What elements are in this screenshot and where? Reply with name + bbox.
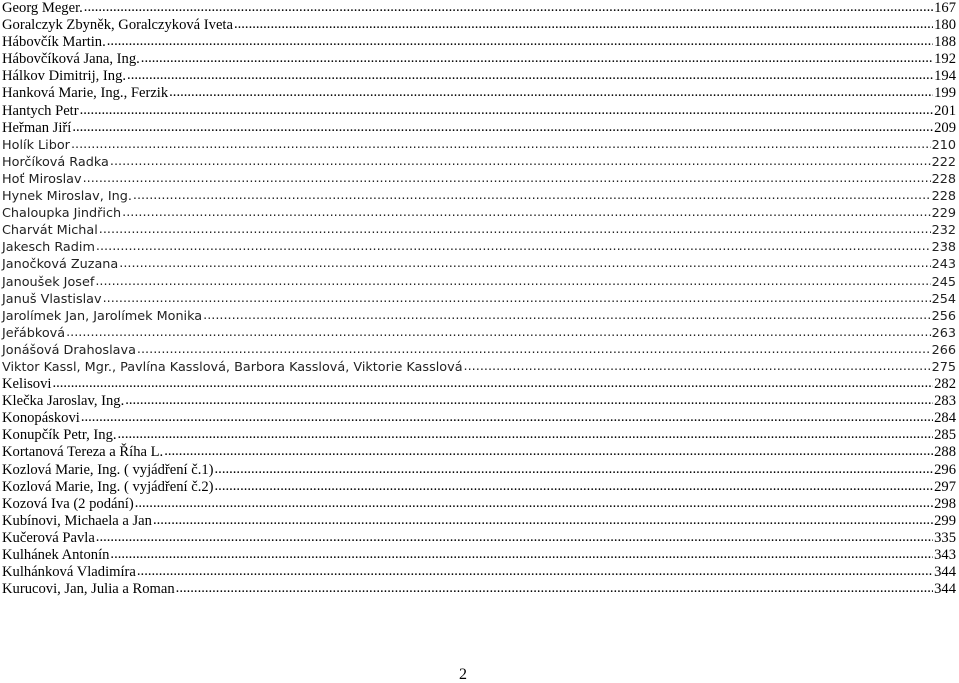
dot-leader — [83, 170, 931, 187]
toc-entry-name: Viktor Kassl, Mgr., Pavlína Kasslová, Barbora Kasslová, Viktorie Kasslová — [2, 359, 463, 375]
toc-entry-name: Hábovčík Martin. — [2, 34, 106, 51]
dot-leader — [118, 426, 934, 443]
toc-entry-page: 238 — [931, 240, 956, 256]
toc-entry-page: 296 — [934, 461, 956, 478]
toc-entry-page: 201 — [934, 102, 956, 119]
toc-entry-name: Janoušek Josef — [2, 274, 95, 290]
toc-entry-page: 245 — [931, 274, 956, 290]
toc-entry[interactable] — [2, 85, 956, 102]
dot-leader — [164, 443, 933, 460]
dot-leader — [122, 204, 930, 221]
toc-entry[interactable] — [2, 342, 956, 359]
dot-leader — [71, 136, 931, 153]
toc-entry[interactable] — [2, 325, 956, 342]
dot-leader — [135, 495, 933, 512]
toc-entry-page: 275 — [931, 359, 956, 375]
toc-entry-name: Janočková Zuzana — [2, 257, 119, 273]
toc-entry-name: Hantych Petr — [2, 102, 79, 119]
toc-entry-page: 180 — [934, 17, 956, 34]
dot-leader — [84, 0, 933, 16]
toc-entry-name: Jarolímek Jan, Jarolímek Monika — [2, 308, 203, 324]
toc-entry[interactable] — [2, 291, 956, 308]
toc-entry-page: 299 — [934, 512, 956, 529]
toc-entry-page: 263 — [931, 325, 956, 341]
toc-entry-page: 285 — [934, 427, 956, 444]
dot-leader — [103, 290, 931, 307]
toc-entry-name: Konopáskovi — [2, 410, 80, 427]
toc-entry-page: 232 — [931, 223, 956, 239]
toc-entry[interactable] — [2, 308, 956, 325]
toc-entry-page: 266 — [931, 342, 956, 358]
toc-entry[interactable] — [2, 393, 956, 410]
dot-leader — [203, 307, 930, 324]
dot-leader — [141, 50, 933, 67]
toc-entry[interactable] — [2, 222, 956, 239]
toc-entry-name: Kozová Iva (2 podání) — [2, 495, 134, 512]
toc-entry[interactable] — [2, 103, 956, 120]
toc-entry[interactable] — [2, 154, 956, 171]
toc-entry-name: Hanková Marie, Ing., Ferzik — [2, 85, 169, 102]
dot-leader — [95, 273, 930, 290]
toc-entry-name: Hynek Miroslav, Ing. — [2, 189, 132, 205]
toc-entry-name: Kortanová Tereza a Říha L. — [2, 444, 164, 461]
toc-entry-name: Kulhánek Antonín — [2, 547, 110, 563]
toc-entry[interactable] — [2, 479, 956, 496]
toc-entry-page: 222 — [931, 154, 956, 170]
toc-entry-name: Kulhánková Vladimíra — [2, 564, 136, 581]
toc-entry-name: Goralczyk Zbyněk, Goralczyková Iveta — [2, 17, 233, 34]
toc-entry[interactable] — [2, 547, 956, 564]
dot-leader — [110, 546, 933, 563]
toc-entry-name: Hálkov Dimitrij, Ing. — [2, 68, 127, 85]
dot-leader — [133, 187, 931, 204]
toc-entry-page: 210 — [931, 137, 956, 153]
dot-leader — [234, 16, 933, 33]
toc-entry[interactable] — [2, 34, 956, 51]
toc-entry-page: 188 — [934, 34, 956, 51]
toc-entry-name: Hábovčíková Jana, Ing. — [2, 51, 140, 68]
toc-entry-name: Chaloupka Jindřich — [2, 206, 122, 222]
dot-leader — [176, 580, 933, 597]
toc-entry-name: Kučerová Pavla — [2, 529, 95, 546]
toc-entry-page: 283 — [934, 393, 956, 410]
toc-entry-name: Kubínovi, Michaela a Jan — [2, 512, 152, 529]
toc-entry-name: Hoť Miroslav — [2, 171, 82, 187]
dot-leader — [107, 33, 933, 50]
toc-entry[interactable] — [2, 0, 956, 17]
toc-entry-name: Jeřábková — [2, 325, 66, 341]
toc-entry[interactable] — [2, 171, 956, 188]
toc-entry[interactable] — [2, 376, 956, 393]
toc-entry[interactable] — [2, 410, 956, 427]
toc-entry-name: Georg Meger. — [2, 0, 83, 16]
toc-entry-page: 228 — [931, 189, 956, 205]
toc-entry-page: 254 — [931, 291, 956, 307]
toc-entry[interactable] — [2, 444, 956, 461]
toc-entry[interactable] — [2, 51, 956, 68]
dot-leader — [52, 375, 933, 392]
toc-entry-page: 282 — [934, 376, 956, 393]
dot-leader — [66, 324, 930, 341]
dot-leader — [119, 255, 930, 272]
dot-leader — [125, 392, 933, 409]
toc-entry-name: Heřman Jiří — [2, 119, 72, 136]
toc-entry-name: Jonášová Drahoslava — [2, 342, 136, 358]
toc-entry-name: Kozlová Marie, Ing. ( vyjádření č.2) — [2, 478, 214, 495]
toc-entry-name: Kurucovi, Jan, Julia a Roman — [2, 581, 175, 598]
toc-entry[interactable] — [2, 205, 956, 222]
toc-entry[interactable] — [2, 68, 956, 85]
dot-leader — [137, 341, 931, 358]
dot-leader — [96, 238, 931, 255]
toc-entry[interactable] — [2, 188, 956, 205]
toc-entry[interactable] — [2, 274, 956, 291]
page-number: 2 — [459, 666, 467, 683]
dot-leader — [99, 221, 931, 238]
toc-entry-page: 167 — [934, 0, 956, 16]
toc-entry[interactable] — [2, 359, 956, 376]
dot-leader — [72, 119, 933, 136]
toc-entry[interactable] — [2, 513, 956, 530]
toc-entry-page: 335 — [934, 529, 956, 546]
toc-entry-page: 192 — [934, 51, 956, 68]
toc-entry[interactable] — [2, 564, 956, 581]
dot-leader — [81, 409, 933, 426]
toc-entry[interactable] — [2, 462, 956, 479]
toc-entry[interactable] — [2, 530, 956, 547]
toc-entry-page: 297 — [934, 478, 956, 495]
toc-entry-name: Jakesch Radim — [2, 240, 95, 256]
dot-leader — [80, 102, 934, 119]
toc-entry-page: 243 — [931, 257, 956, 273]
dot-leader — [137, 563, 933, 580]
toc-entry[interactable] — [2, 239, 956, 256]
table-of-contents — [2, 0, 956, 598]
toc-entry[interactable] — [2, 120, 956, 137]
toc-entry-page: 344 — [934, 581, 956, 598]
toc-entry-page: 209 — [934, 119, 956, 136]
toc-entry[interactable] — [2, 496, 956, 513]
dot-leader — [464, 358, 931, 375]
dot-leader — [215, 478, 934, 495]
toc-entry-name: Januš Vlastislav — [2, 291, 102, 307]
toc-entry-name: Klečka Jaroslav, Ing. — [2, 393, 125, 410]
toc-entry-page: 194 — [934, 68, 956, 85]
toc-entry-page: 288 — [934, 444, 956, 461]
dot-leader — [169, 84, 933, 101]
toc-entry-name: Horčíková Radka — [2, 154, 109, 170]
toc-entry-page: 229 — [931, 206, 956, 222]
toc-entry-name: Kelisovi — [2, 376, 52, 393]
dot-leader — [215, 461, 934, 478]
toc-entry[interactable] — [2, 256, 956, 273]
toc-entry-page: 199 — [934, 85, 956, 102]
toc-entry[interactable] — [2, 427, 956, 444]
toc-entry-name: Kozlová Marie, Ing. ( vyjádření č.1) — [2, 461, 214, 478]
toc-entry-page: 344 — [934, 564, 956, 581]
toc-entry-page: 298 — [934, 495, 956, 512]
toc-entry[interactable] — [2, 137, 956, 154]
dot-leader — [153, 512, 933, 529]
dot-leader — [110, 153, 931, 170]
toc-entry[interactable] — [2, 581, 956, 598]
toc-entry-name: Holík Libor — [2, 137, 70, 153]
toc-entry-page: 343 — [934, 547, 956, 563]
toc-entry[interactable] — [2, 17, 956, 34]
toc-entry-name: Konupčík Petr, Ing. — [2, 427, 117, 444]
toc-entry-page: 256 — [931, 308, 956, 324]
toc-entry-name: Charvát Michal — [2, 223, 98, 239]
dot-leader — [96, 529, 933, 546]
dot-leader — [127, 67, 933, 84]
toc-entry-page: 228 — [931, 171, 956, 187]
toc-entry-page: 284 — [934, 410, 956, 427]
